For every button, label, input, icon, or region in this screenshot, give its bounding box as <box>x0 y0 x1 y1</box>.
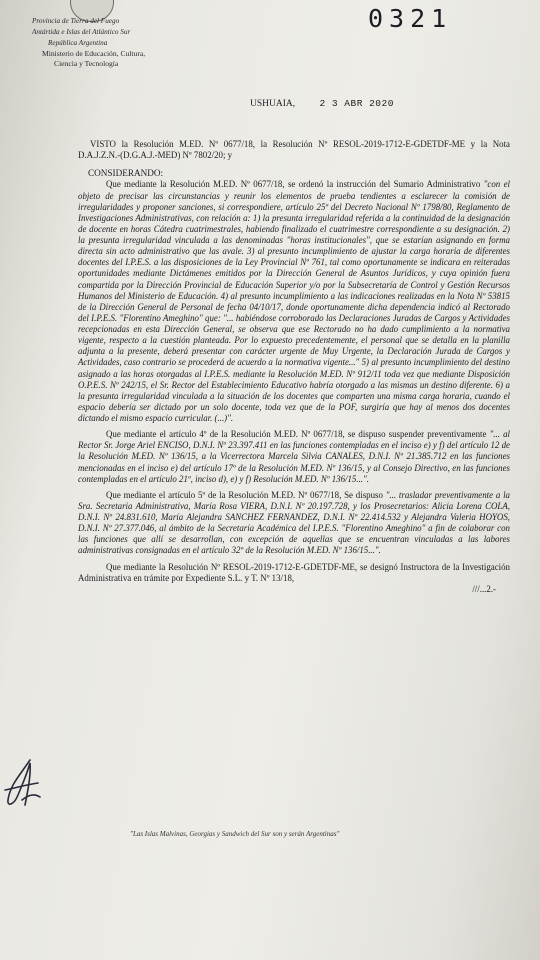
paragraph-1 <box>78 179 510 424</box>
place-label: USHUAIA, <box>250 99 296 109</box>
paragraph-4: Que mediante la Resolución Nº RESOL-2019-1712-E-GDETDF-ME, se designó Instructora de la Investigación Administrativa en trámite por Expediente S.L. y T. Nº 13/18, <box>78 561 510 583</box>
letterhead <box>32 16 182 68</box>
visto-paragraph: VISTO la Resolución M.ED. Nº 0677/18, la Resolución Nº RESOL-2019-1712-E-GDETDF-ME y la Nota D.A.J.Z.N.-(D.G.A.J.-MED) Nº 7802/20; y <box>78 139 510 161</box>
handwritten-signature <box>0 755 60 815</box>
paragraph-2-intro: Que mediante el artículo 4º de la Resolución M.ED. Nº 0677/18, se dispuso suspender preventivamente <box>106 429 487 440</box>
document-number: 0321 <box>368 4 453 33</box>
paragraph-2 <box>78 429 510 485</box>
letterhead-ministry-2: Ciencia y Tecnología <box>54 58 119 68</box>
letterhead-province: Provincia de Tierra del Fuego <box>32 17 120 25</box>
footer-motto: "Las Islas Malvinas, Georgias y Sandwich del Sur son y serán Argentinas" <box>130 830 340 838</box>
paragraph-3 <box>78 490 510 557</box>
paragraph-1-intro: Que mediante la Resolución M.ED. Nº 0677/18, se ordenó la instrucción del Sumario Administrativo <box>106 179 481 190</box>
resolution-body <box>78 139 510 595</box>
considerando-heading: CONSIDERANDO: <box>88 168 164 179</box>
paragraph-3-intro: Que mediante el artículo 5º de la Resolución M.ED. Nº 0677/18, Se dispuso <box>106 489 383 500</box>
paragraph-1-quote: "con el objeto de precisar las circunstancias y reunir los elementos de prueba tendientes a esclarecer la comisión de irregularidades y proponer sanciones, si correspondiere, artículo 25º del Decreto Nacional Nº 1798/80, Reglamento de Investigaciones Administrativas, con relación a: 1) la presunta irregularidad referida a la continuidad de la designación de docente en horas Cátedra cuatrimestrales, habiendo finalizado el cuatrimestre correspondiente a su designación. 2) la presunta irregularidad vinculada a las denominadas "horas institucionales", que se estarían asignando en forma directa sin acto administrativo que las avale. 3) al presunto incumplimiento de ajustar la carga horaria de diferentes docentes del I.P.E.S. a las disposiciones de la Ley Provincial Nº 761, tal como oportunamente se indicara en reiteradas oportunidades mediante Dictámenes emitidos por la Dirección General de Asuntos Jurídicos, y cuya opinión fuera compartida por la Dirección Provincial de Educación Superior y/o por la Subsecretaría de Control y Gestión Recursos Humanos del Ministerio de Educación. 4) al presunto incumplimiento a las indicaciones realizadas en la Nota Nº 53815 de la Dirección General de Personal de fecha 04/10/17, donde oportunamente dicha dependencia indicó al Rectorado del I.P.E.S. "Florentino Ameghino" que: "... habiéndose corroborado las Declaraciones Juradas de Cargos y Actividades recepcionadas en esta Dirección General, se observa que ese Rectorado no ha dado cumplimiento a la normativa vigente, respecto a la cuestión planteada. Por lo expuesto precedentemente, el personal que se detalla en la planilla adjunta a la presente, deberá presentar con carácter urgente de Muy Urgente, la Declaración Jurada de Cargos y Actividades, caso contrario se procederá de acuerdo a la normativa vigente..." 5) al presunto incumplimiento del destino asignado a las horas otorgadas al I.P.E.S. mediante la Resolución M.ED. Nº 912/11 toda vez que mediante Disposición O.P.E.S. Nº 242/15, el Sr. Rector del Establecimiento Educativo habría otorgado a las mismas un destino diferente. 6) a la presunta irregularidad vinculada a la situación de los docentes que comparten una misma carga horaria, cuando el espacio debería ser dictado por un solo docente, toda vez que de la POF, surgiría que hay al menos dos docentes dictando el mismo espacio curricular. (...)". <box>78 179 510 423</box>
place-and-date <box>250 98 394 109</box>
paragraph-2-quote: "... al Rector Sr. Jorge Ariel ENCISO, D.N.I. Nº 23.397.411 en las funciones contempladas en el inciso e) y f) del artículo 12 de la Resolución M.ED. Nº 136/15, a la Vicerrectora Marcela Silvia CANALES, D.N.I. Nº 21.385.712 en las funciones mencionadas en el inciso e) del artículo 17º de la Resolución M.ED. Nº 136/15, y al Consejo Directivo, en las funciones contempladas en el artículo 21º, inciso d), e) y f) Resolución M.ED. Nº 136/15...". <box>78 429 510 484</box>
letterhead-region: Antártida e Islas del Atlántico Sur <box>32 28 131 36</box>
date-stamp: 2 3 ABR 2020 <box>319 98 394 109</box>
letterhead-country: República Argentina <box>48 39 108 47</box>
paragraph-3-quote: "... trasladar preventivamente a la Sra. Secretaria Administrativa, María Rosa VIERA, D.N.I. Nº 20.197.728, y los Prosecretarios: Alicia Lorena COLA, D.N.I. Nº 24.831.610, María Alejandra SANCHEZ FERNANDEZ, D.N.I. Nº 22.414.532 y Alejandra Valeria HOYOS, D.N.I. Nº 27.377.046, al ámbito de la Secretaría Académica del I.P.E.S. "Florentino Ameghino" a fin de colaborar con las funciones que allí se desarrollan, con excepción de aquellas que se encuentran vinculadas a las labores administrativas consignadas en el artículo 32º de la Resolución M.ED. Nº 136/15...". <box>78 489 510 556</box>
letterhead-ministry: Ministerio de Educación, Cultura, <box>42 49 146 58</box>
page-continuation-ref: ///...2.- <box>472 583 496 594</box>
